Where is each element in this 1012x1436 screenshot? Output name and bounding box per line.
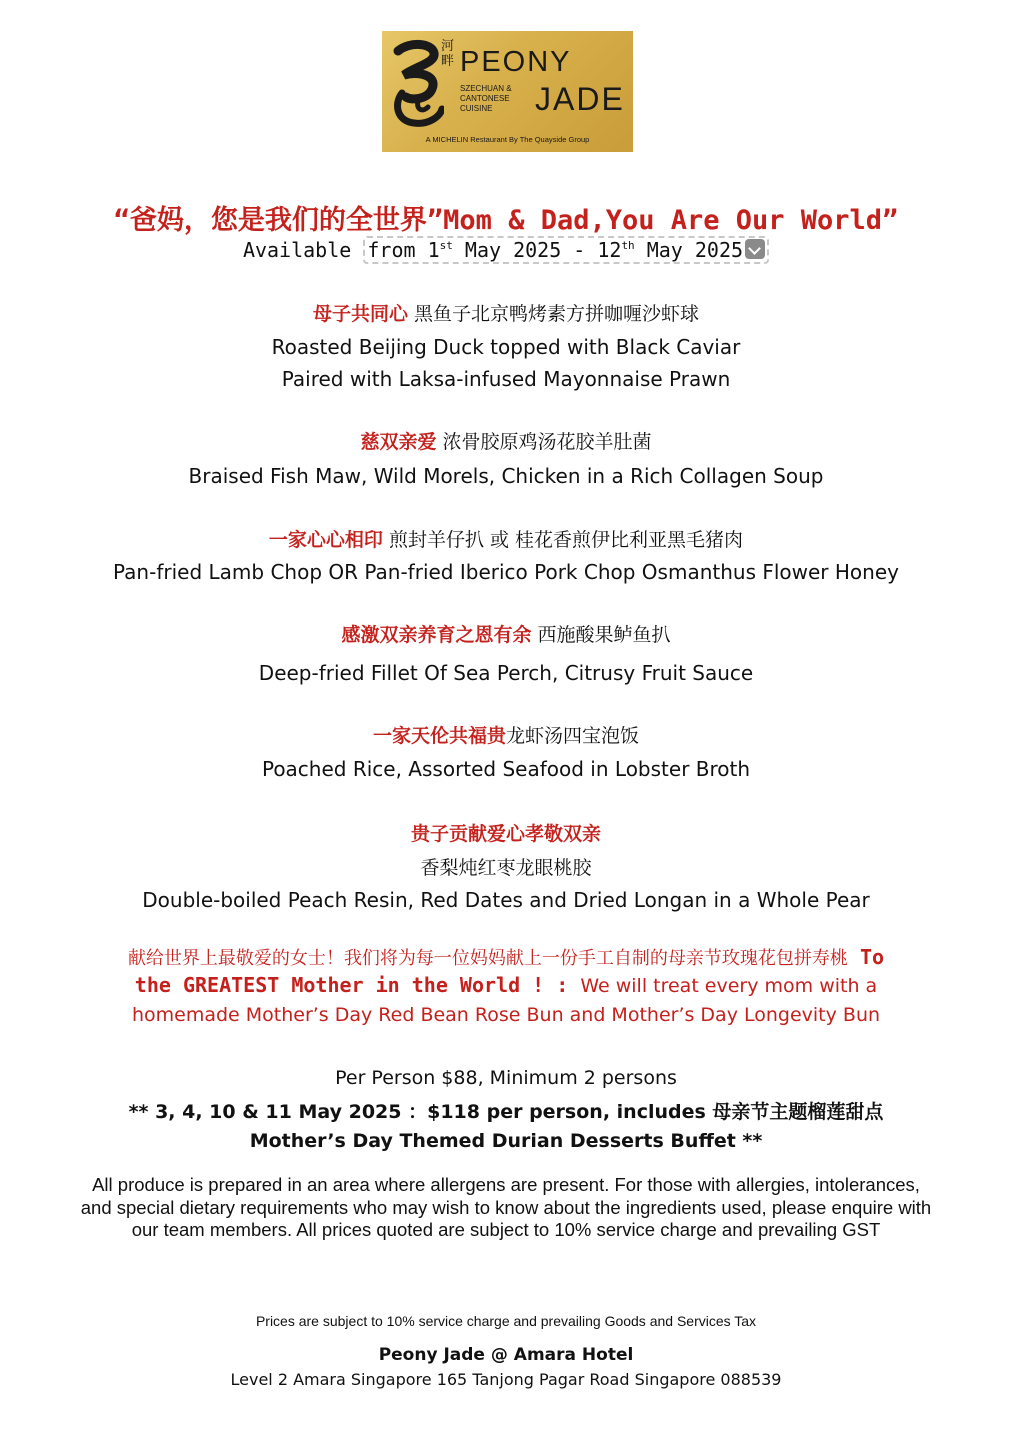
dish-6-chinese-desc: 香梨炖红枣龙眼桃胶 [420, 857, 592, 879]
venue-name: Peony Jade @ Amara Hotel [378, 1345, 634, 1365]
dish-1-english-1: Roasted Beijing Duck topped with Black Caviar [271, 335, 741, 359]
dish-5-cn-title: 一家天伦共福贵 [372, 725, 506, 747]
special-price-line-2: Mother’s Day Themed Durian Desserts Buffet ** [249, 1130, 763, 1152]
dish-5-chinese [0, 721, 1012, 748]
venue-address: Level 2 Amara Singapore 165 Tanjong Pagar Road Singapore 088539 [230, 1370, 782, 1389]
promo-line-2 [0, 973, 1012, 997]
date-to-suffix: th [621, 239, 635, 252]
promo-line-1 [0, 944, 1012, 970]
dish-1-cn-title: 母子共同心 [312, 303, 408, 325]
date-from: from 1 [367, 238, 440, 262]
dish-2-cn-title: 慈双亲爱 [360, 431, 437, 453]
promo-chinese: 献给世界上最敬爱的女士！我们将为每一位妈妈献上一份手工自制的母亲节玫瑰花包拼寿桃 [127, 948, 848, 969]
promo-line-2-text: We will treat every mom with a [580, 975, 878, 997]
special-price-chinese: 母亲节主题榴莲甜点 [712, 1101, 884, 1123]
date-end: May 2025 [634, 238, 744, 262]
dish-1-chinese [0, 299, 1012, 326]
dish-5-cn-desc: 龙虾汤四宝泡饭 [506, 725, 640, 747]
promo-greatest: the GREATEST Mother in the World ! : [134, 973, 581, 997]
dish-6-cn-title: 贵子贡献爱心孝敬双亲 [410, 823, 601, 845]
brush-calligraphy-logo-icon [388, 37, 444, 129]
dish-2-cn-desc: 浓骨胶原鸡汤花胶羊肚菌 [436, 431, 652, 453]
date-mid: May 2025 - 12 [452, 238, 622, 262]
promo-line-3: homemade Mother’s Day Red Bean Rose Bun and Mother’s Day Longevity Bun [131, 1004, 881, 1026]
dish-6-chinese-title [0, 819, 1012, 846]
dish-3-cn-desc: 煎封羊仔扒 或 桂花香煎伊比利亚黑毛猪肉 [382, 529, 744, 551]
dish-1-english-2: Paired with Laksa-infused Mayonnaise Prawn [281, 367, 731, 391]
dish-4-english-1: Deep-fried Fillet Of Sea Perch, Citrusy Fruit Sauce [258, 661, 754, 685]
allergen-note: All produce is prepared in an area where allergens are present. For those with allergies, intolerances, and special dietary requirements who may wish to know about the ingredients used, please enquire with our team members. All prices quoted are subject to 10% service charge and prevailing GST [80, 1174, 932, 1240]
dish-2-chinese [0, 427, 1012, 454]
logo-cuisine-line: CUISINE [460, 104, 493, 113]
chevron-down-icon[interactable] [745, 239, 765, 259]
availability-prefix: Available [242, 238, 364, 262]
menu-title: “爸妈，您是我们的全世界”Mom & Dad,You Are Our World” [113, 205, 899, 236]
logo-cuisine [460, 84, 530, 114]
logo-tagline: A MICHELIN Restaurant By The Quayside Group [425, 135, 590, 144]
special-price-text: ** 3, 4, 10 & 11 May 2025 ：$118 per person, includes [128, 1101, 713, 1123]
dish-5-english-1: Poached Rice, Assorted Seafood in Lobster Broth [261, 757, 751, 781]
logo-brand-line2: JADE [535, 81, 625, 117]
date-from-suffix: st [439, 239, 453, 252]
dish-2-english-1: Braised Fish Maw, Wild Morels, Chicken in a Rich Collagen Soup [188, 464, 824, 488]
dish-4-chinese [0, 620, 1012, 647]
logo-cuisine-line: CANTONESE [460, 94, 510, 103]
tax-note: Prices are subject to 10% service charge and prevailing Goods and Services Tax [255, 1313, 757, 1329]
dish-4-cn-title: 感激双亲养育之恩有余 [341, 624, 532, 646]
dish-6-english-1: Double-boiled Peach Resin, Red Dates and Dried Longan in a Whole Pear [142, 888, 870, 912]
dish-1-cn-desc: 黑鱼子北京鸭烤素方拼咖喱沙虾球 [407, 303, 700, 325]
price-per-person: Per Person $88, Minimum 2 persons [335, 1067, 677, 1089]
logo-brand-line1: PEONY [460, 46, 572, 78]
availability-line [0, 238, 1012, 262]
special-price-line [0, 1097, 1012, 1124]
logo-cuisine-line: SZECHUAN & [460, 84, 512, 93]
dish-3-chinese [0, 525, 1012, 552]
logo-chinese-name: 河畔 [441, 39, 455, 69]
dish-4-cn-desc: 西施酸果鲈鱼扒 [531, 624, 671, 646]
restaurant-logo [382, 31, 633, 152]
dish-3-english-1: Pan-fried Lamb Chop OR Pan-fried Iberico Pork Chop Osmanthus Flower Honey [113, 560, 899, 584]
date-range-field[interactable] [363, 236, 769, 264]
dish-3-cn-title: 一家心心相印 [268, 529, 383, 551]
promo-to: To [847, 945, 885, 969]
